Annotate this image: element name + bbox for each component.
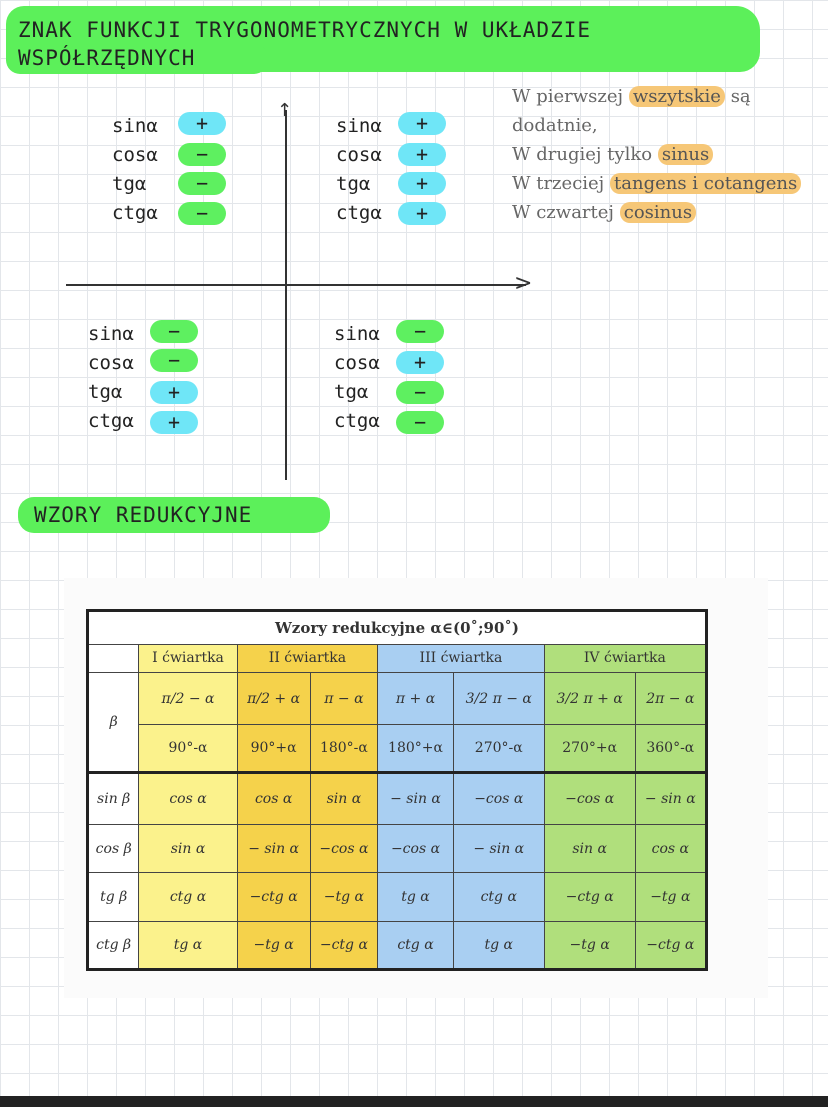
quadrant-3: sinα cosα tgα ctgα − − + + xyxy=(88,320,218,445)
table-cell: 3/2 π + α xyxy=(544,672,635,724)
sign-pill: + xyxy=(398,202,446,225)
table-cell: 180°-α xyxy=(310,725,378,772)
table-cell: −tg α xyxy=(544,921,635,969)
sign-pill: + xyxy=(150,411,198,434)
table-cell: −cos α xyxy=(453,772,544,824)
y-axis xyxy=(285,110,287,480)
table-cell: tg α xyxy=(453,921,544,969)
table-row xyxy=(88,921,707,969)
table-cell: − sin α xyxy=(237,825,310,873)
sign-pill: − xyxy=(178,172,226,195)
table-cell: tg α xyxy=(378,873,454,921)
quadrant-1: sinα cosα tgα ctgα + + + + xyxy=(336,112,456,232)
arrow-right-icon: > xyxy=(514,271,533,296)
table-cell: − sin α xyxy=(378,772,454,824)
table-cell: cos α xyxy=(237,772,310,824)
table-cell: −tg α xyxy=(237,921,310,969)
table-cell: 3/2 π − α xyxy=(453,672,544,724)
quadrant-4: sinα cosα tgα ctgα − + − − xyxy=(334,320,464,445)
reduction-formulas-table xyxy=(86,609,708,971)
sign-pill: − xyxy=(396,381,444,404)
table-cell: −cos α xyxy=(378,825,454,873)
table-cell: −ctg α xyxy=(544,873,635,921)
table-title: Wzory redukcyjne α∈(0˚;90˚) xyxy=(88,611,707,645)
table-cell: 90°-α xyxy=(139,725,237,772)
table-row xyxy=(88,873,707,921)
quadrant-2: sinα cosα tgα ctgα + − − − xyxy=(112,112,242,232)
table-cell: sin α xyxy=(544,825,635,873)
table-cell: π/2 + α xyxy=(237,672,310,724)
table-cell: −ctg α xyxy=(310,921,378,969)
x-axis xyxy=(66,284,526,286)
table-cell: ctg α xyxy=(378,921,454,969)
sign-pill: − xyxy=(150,349,198,372)
sign-pill: + xyxy=(396,351,444,374)
table-cell: cos α xyxy=(139,772,237,824)
table-row xyxy=(88,772,707,824)
table-cell: − sin α xyxy=(635,772,706,824)
table-row xyxy=(88,825,707,873)
quarter-header: I ćwiartka xyxy=(139,644,237,672)
arrow-up-icon: ↑ xyxy=(277,100,293,121)
sign-pill: + xyxy=(398,172,446,195)
table-cell: sin α xyxy=(310,772,378,824)
sign-pill: + xyxy=(398,112,446,135)
row-label: ctg β xyxy=(88,921,139,969)
bottom-edge xyxy=(0,1096,828,1107)
table-cell: −ctg α xyxy=(237,873,310,921)
table-cell: tg α xyxy=(139,921,237,969)
table-cell: sin α xyxy=(139,825,237,873)
table-cell: ctg α xyxy=(139,873,237,921)
quarter-header: IV ćwiartka xyxy=(544,644,706,672)
row-label: sin β xyxy=(88,772,139,824)
row-label: cos β xyxy=(88,825,139,873)
sign-pill: − xyxy=(396,411,444,434)
table-cell: π − α xyxy=(310,672,378,724)
table-cell: 360°-α xyxy=(635,725,706,772)
table-cell: cos α xyxy=(635,825,706,873)
table-cell: 270°+α xyxy=(544,725,635,772)
beta-label: β xyxy=(88,672,139,772)
sign-pill: + xyxy=(398,143,446,166)
table-cell: −tg α xyxy=(310,873,378,921)
page-title: ZNAK FUNKCJI TRYGONOMETRYCZNYCH W UKŁADZIE WSPÓŁRZĘDNYCH xyxy=(18,18,592,70)
table-cell: π + α xyxy=(378,672,454,724)
sign-pill: − xyxy=(178,202,226,225)
sign-pill: + xyxy=(150,381,198,404)
table-cell: 270°-α xyxy=(453,725,544,772)
quarter-header: III ćwiartka xyxy=(378,644,544,672)
table-cell: − sin α xyxy=(453,825,544,873)
table-cell: ctg α xyxy=(453,873,544,921)
table-cell: 2π − α xyxy=(635,672,706,724)
row-label: tg β xyxy=(88,873,139,921)
sign-pill: − xyxy=(178,143,226,166)
table-cell: −tg α xyxy=(635,873,706,921)
sign-pill: + xyxy=(178,112,226,135)
section-subtitle: WZORY REDUKCYJNE xyxy=(34,503,253,527)
table-cell: −ctg α xyxy=(635,921,706,969)
table-cell: π/2 − α xyxy=(139,672,237,724)
sign-pill: − xyxy=(396,320,444,343)
table-cell: −cos α xyxy=(310,825,378,873)
table-cell: −cos α xyxy=(544,772,635,824)
quarter-header: II ćwiartka xyxy=(237,644,378,672)
sign-rule-note: W pierwszej wszytskie są dodatnie, W drugiej tylko sinus W trzeciej tangens i cotangens W czwartej cosinus xyxy=(512,82,812,227)
sign-pill: − xyxy=(150,320,198,343)
table-cell: 180°+α xyxy=(378,725,454,772)
table-cell: 90°+α xyxy=(237,725,310,772)
